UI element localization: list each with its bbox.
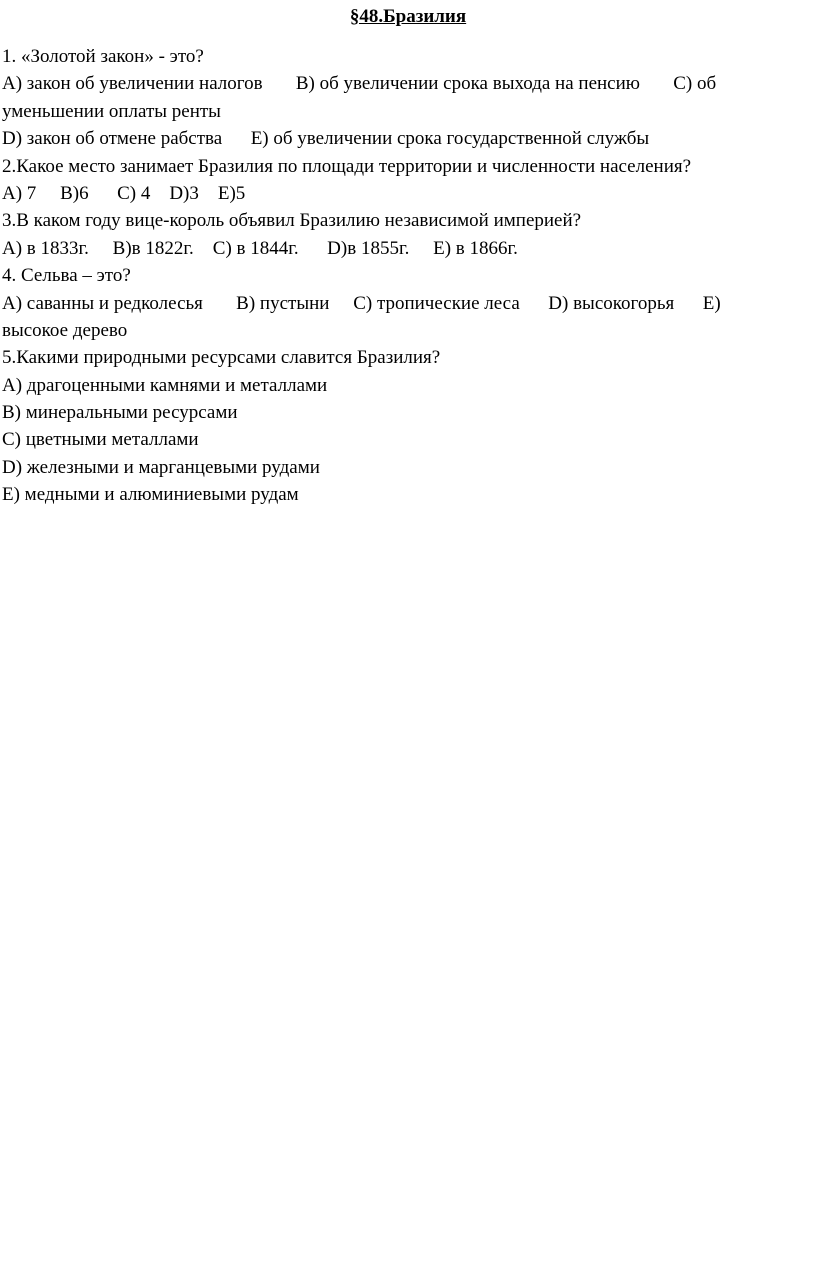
q1-option-a: А) закон об увеличении налогов — [2, 73, 263, 95]
question-2: 2.Какое место занимает Бразилия по площади территории и численности населения? — [2, 155, 692, 177]
q2-option-e: Е)5 — [217, 182, 246, 204]
question-4-options-row-2: высокое дерево — [2, 319, 128, 341]
question-4: 4. Сельва – это? — [2, 265, 131, 287]
question-3: 3.В каком году вице-король объявил Бразилию независимой империей? — [2, 210, 582, 232]
question-2-options — [2, 180, 808, 207]
q1-option-e: Е) об увеличении срока государственной службы — [250, 128, 650, 150]
question-1-options-row-3 — [2, 125, 808, 152]
q3-option-d: D)в 1855г. — [327, 237, 410, 259]
q1-option-c: С) об — [673, 73, 717, 95]
q3-option-b: В)в 1822г. — [112, 237, 194, 259]
q2-option-c: С) 4 — [117, 182, 151, 204]
page-title: §48.Бразилия — [349, 6, 467, 27]
q2-option-d: D)3 — [169, 182, 199, 204]
q2-option-b: В)6 — [60, 182, 89, 204]
question-3-options — [2, 235, 808, 262]
question-1-options-row-2: уменьшении оплаты ренты — [2, 100, 221, 122]
q5-option-e: Е) медными и алюминиевыми рудам — [2, 484, 299, 506]
q4-option-e: Е) — [702, 292, 721, 314]
quiz-content — [2, 43, 808, 509]
question-4-options-row-1 — [2, 290, 808, 317]
q5-option-a: А) драгоценными камнями и металлами — [2, 374, 328, 396]
q4-option-a: А) саванны и редколесья — [2, 292, 203, 314]
q1-option-b: В) об увеличении срока выхода на пенсию — [295, 73, 640, 95]
q5-option-b: В) минеральными ресурсами — [2, 402, 238, 424]
q3-option-c: С) в 1844г. — [212, 237, 299, 259]
q5-option-d: D) железными и марганцевыми рудами — [2, 456, 320, 478]
q4-option-b: В) пустыни — [236, 292, 330, 314]
q3-option-a: А) в 1833г. — [2, 237, 89, 259]
question-5: 5.Какими природными ресурсами славится Бразилия? — [2, 347, 441, 369]
q2-option-a: А) 7 — [2, 182, 37, 204]
q4-option-c: С) тропические леса — [353, 292, 520, 314]
question-1-options-row-1 — [2, 70, 808, 97]
q5-option-c: С) цветными металлами — [2, 429, 199, 451]
q3-option-e: Е) в 1866г. — [433, 237, 518, 259]
q1-option-d: D) закон об отмене рабства — [2, 128, 223, 150]
q4-option-d: D) высокогорья — [548, 292, 675, 314]
question-1: 1. «Золотой закон» - это? — [2, 46, 204, 67]
